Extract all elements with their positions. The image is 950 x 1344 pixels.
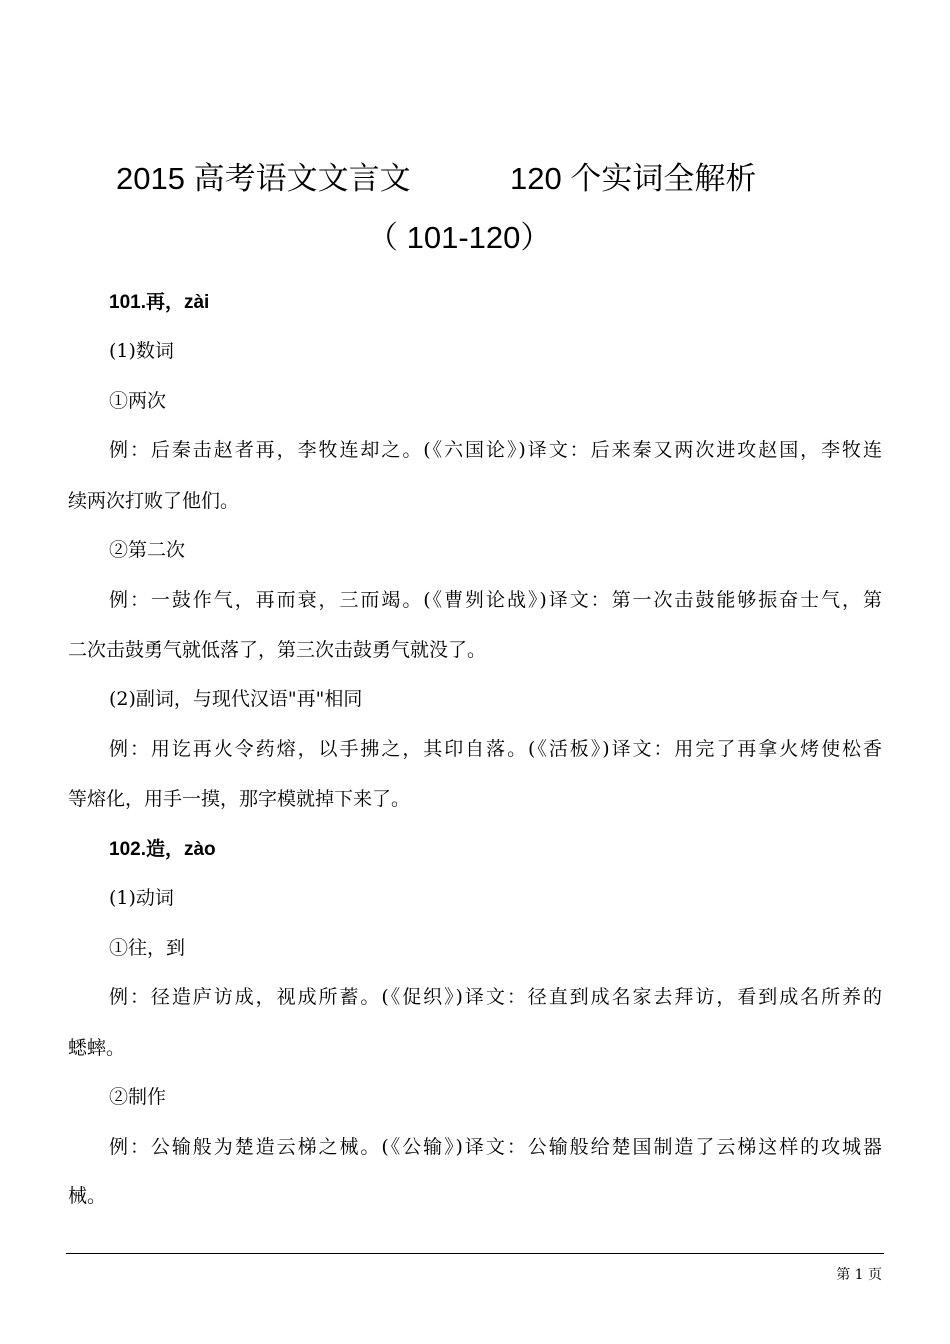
entry-102-example-1-line-2: 蟋蟀。 bbox=[68, 1037, 126, 1059]
entry-101-sense-2: (2)副词，与现代汉语"再"相同 bbox=[109, 688, 363, 710]
entry-101-example-1-line-2: 续两次打败了他们。 bbox=[68, 490, 240, 512]
entry-102-example-2-line-2: 械。 bbox=[68, 1185, 107, 1207]
entry-102-example-2-line-1: 例：公输般为楚造云梯之械。(《公输》)译文：公输般给楚国制造了云梯这样的攻城器 bbox=[109, 1136, 882, 1158]
entry-102-example-1-line-1: 例：径造庐访成，视成所蓄。(《促织》)译文：径直到成名家去拜访，看到成名所养的 bbox=[109, 986, 882, 1008]
entry-102-sense-1a: ①往，到 bbox=[109, 937, 186, 959]
entry-101-example-3-line-1: 例：用讫再火令药熔，以手拂之，其印自落。(《活板》)译文：用完了再拿火烤使松香 bbox=[109, 738, 882, 760]
footer-rule bbox=[66, 1253, 884, 1254]
title-line-1-right: 120 个实词全解析 bbox=[510, 161, 757, 196]
title-line-1-left: 2015 高考语文文言文 bbox=[116, 161, 411, 196]
entry-101-sense-1: (1)数词 bbox=[109, 340, 174, 362]
entry-101-example-3-line-2: 等熔化，用手一摸，那字模就掉下来了。 bbox=[68, 788, 411, 810]
title-line-2: （ 101-120） bbox=[367, 220, 552, 255]
entry-102-sense-1b: ②制作 bbox=[109, 1086, 167, 1108]
entry-102-heading: 102.造，zào bbox=[109, 839, 216, 860]
page-number: 第 1 页 bbox=[836, 1267, 882, 1283]
entry-101-heading: 101.再，zài bbox=[109, 292, 210, 313]
entry-101-example-2-line-1: 例：一鼓作气，再而衰，三而竭。(《曹刿论战》)译文：第一次击鼓能够振奋士气，第 bbox=[109, 589, 882, 611]
entry-102-sense-1: (1)动词 bbox=[109, 887, 174, 909]
entry-101-example-1-line-1: 例：后秦击赵者再，李牧连却之。(《六国论》)译文：后来秦又两次进攻赵国，李牧连 bbox=[109, 439, 882, 461]
entry-101-example-2-line-2: 二次击鼓勇气就低落了，第三次击鼓勇气就没了。 bbox=[68, 639, 487, 661]
entry-101-sense-1a: ①两次 bbox=[109, 390, 167, 412]
entry-101-sense-1b: ②第二次 bbox=[109, 539, 186, 561]
